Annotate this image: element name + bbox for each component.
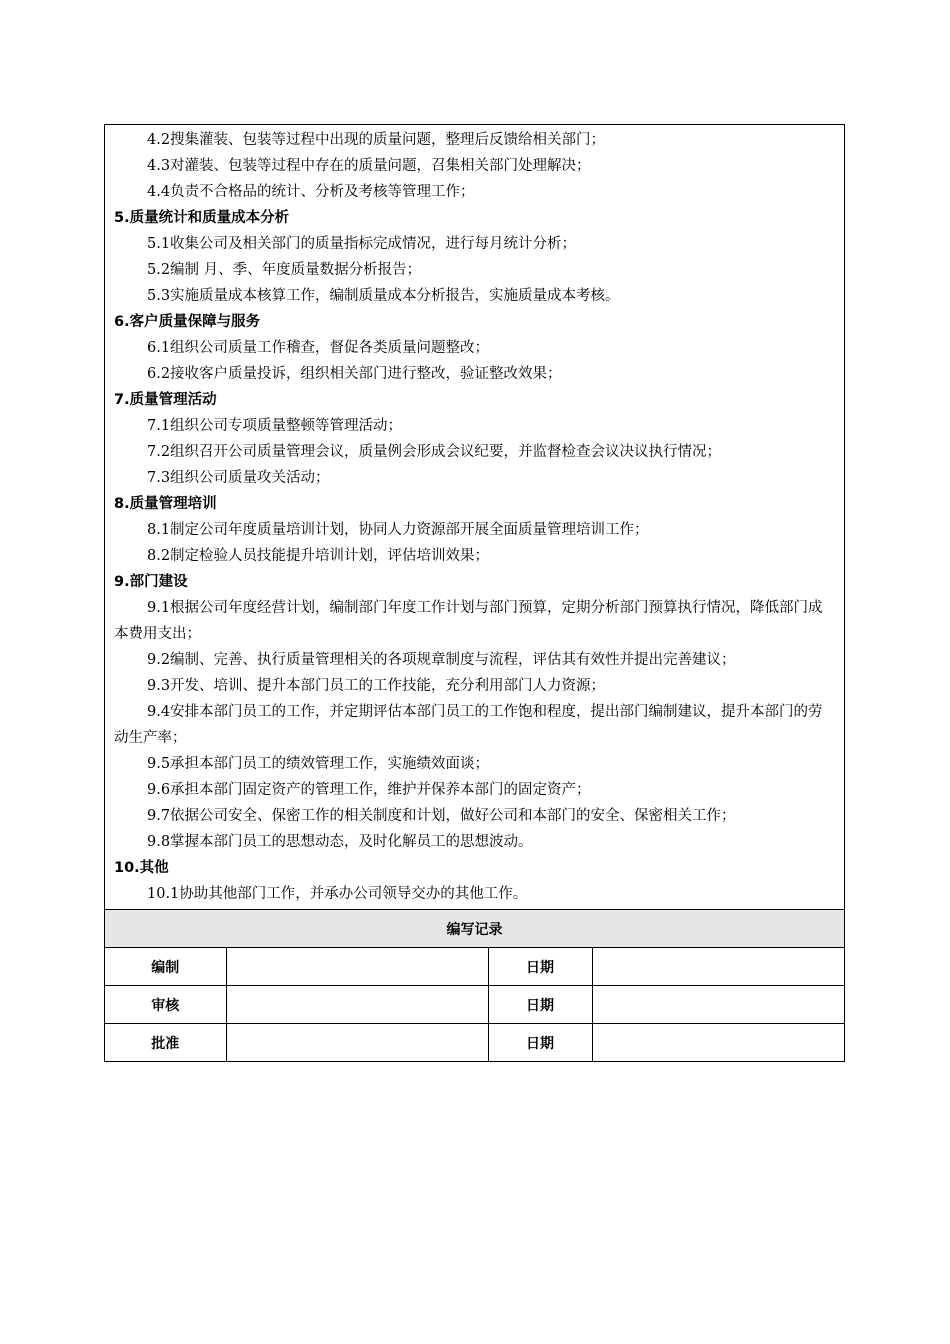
signature-cell[interactable] xyxy=(226,1024,488,1062)
table-row xyxy=(105,1024,844,1062)
list-item: 7.2组织召开公司质量管理会议，质量例会形成会议纪要，并监督检查会议决议执行情况； xyxy=(147,444,722,460)
list-item: 9.7依据公司安全、保密工作的相关制度和计划，做好公司和本部门的安全、保密相关工作； xyxy=(147,808,736,824)
list-item: 8.2制定检验人员技能提升培训计划，评估培训效果； xyxy=(147,548,490,564)
list-item: 7.1组织公司专项质量整顿等管理活动； xyxy=(147,418,403,434)
responsibilities-content xyxy=(105,125,844,909)
row-label: 编制 xyxy=(105,948,226,986)
date-label: 日期 xyxy=(488,948,592,986)
list-item: 8.1制定公司年度质量培训计划，协同人力资源部开展全面质量管理培训工作； xyxy=(147,522,649,538)
list-item: 9.2编制、完善、执行质量管理相关的各项规章制度与流程，评估其有效性并提出完善建议； xyxy=(147,652,736,668)
list-item: 4.3对灌装、包装等过程中存在的质量问题，召集相关部门处理解决； xyxy=(147,158,591,174)
list-item: 5.3实施质量成本核算工作，编制质量成本分析报告，实施质量成本考核。 xyxy=(147,288,620,304)
section-heading: 5.质量统计和质量成本分析 xyxy=(114,210,290,226)
section-heading: 8.质量管理培训 xyxy=(114,496,217,512)
table-row xyxy=(105,986,844,1024)
row-label: 批准 xyxy=(105,1024,226,1062)
list-item: 9.3开发、培训、提升本部门员工的工作技能，充分利用部门人力资源； xyxy=(147,678,606,694)
document-frame xyxy=(104,124,845,1062)
list-item: 10.1协助其他部门工作，并承办公司领导交办的其他工作。 xyxy=(147,886,528,902)
record-title: 编写记录 xyxy=(105,910,844,948)
list-item: 7.3组织公司质量攻关活动； xyxy=(147,470,330,486)
signature-cell[interactable] xyxy=(226,986,488,1024)
list-item: 5.1收集公司及相关部门的质量指标完成情况，进行每月统计分析； xyxy=(147,236,577,252)
section-heading: 10.其他 xyxy=(114,860,169,876)
list-item: 9.8掌握本部门员工的思想动态，及时化解员工的思想波动。 xyxy=(147,834,533,850)
list-item: 4.2搜集灌装、包装等过程中出现的质量问题，整理后反馈给相关部门； xyxy=(147,132,606,148)
list-item: 5.2编制 月、季、年度质量数据分析报告； xyxy=(147,262,422,278)
list-item: 9.4安排本部门员工的工作，并定期评估本部门员工的工作饱和程度，提出部门编制建议，提升本部门的劳动生产率； xyxy=(114,704,823,746)
date-label: 日期 xyxy=(488,986,592,1024)
list-item: 4.4负责不合格品的统计、分析及考核等管理工作； xyxy=(147,184,475,200)
row-label: 审核 xyxy=(105,986,226,1024)
section-heading: 7.质量管理活动 xyxy=(114,392,217,408)
section-heading: 9.部门建设 xyxy=(114,574,188,590)
list-item: 9.1根据公司年度经营计划，编制部门年度工作计划与部门预算，定期分析部门预算执行情况，降低部门成本费用支出； xyxy=(114,600,823,642)
date-cell[interactable] xyxy=(592,1024,844,1062)
signature-cell[interactable] xyxy=(226,948,488,986)
date-label: 日期 xyxy=(488,1024,592,1062)
list-item: 6.2接收客户质量投诉，组织相关部门进行整改，验证整改效果； xyxy=(147,366,562,382)
section-heading: 6.客户质量保障与服务 xyxy=(114,314,261,330)
record-table xyxy=(105,909,844,1061)
date-cell[interactable] xyxy=(592,986,844,1024)
list-item: 6.1组织公司质量工作稽查，督促各类质量问题整改； xyxy=(147,340,490,356)
date-cell[interactable] xyxy=(592,948,844,986)
list-item: 9.5承担本部门员工的绩效管理工作，实施绩效面谈； xyxy=(147,756,490,772)
list-item: 9.6承担本部门固定资产的管理工作，维护并保养本部门的固定资产； xyxy=(147,782,591,798)
table-row xyxy=(105,948,844,986)
